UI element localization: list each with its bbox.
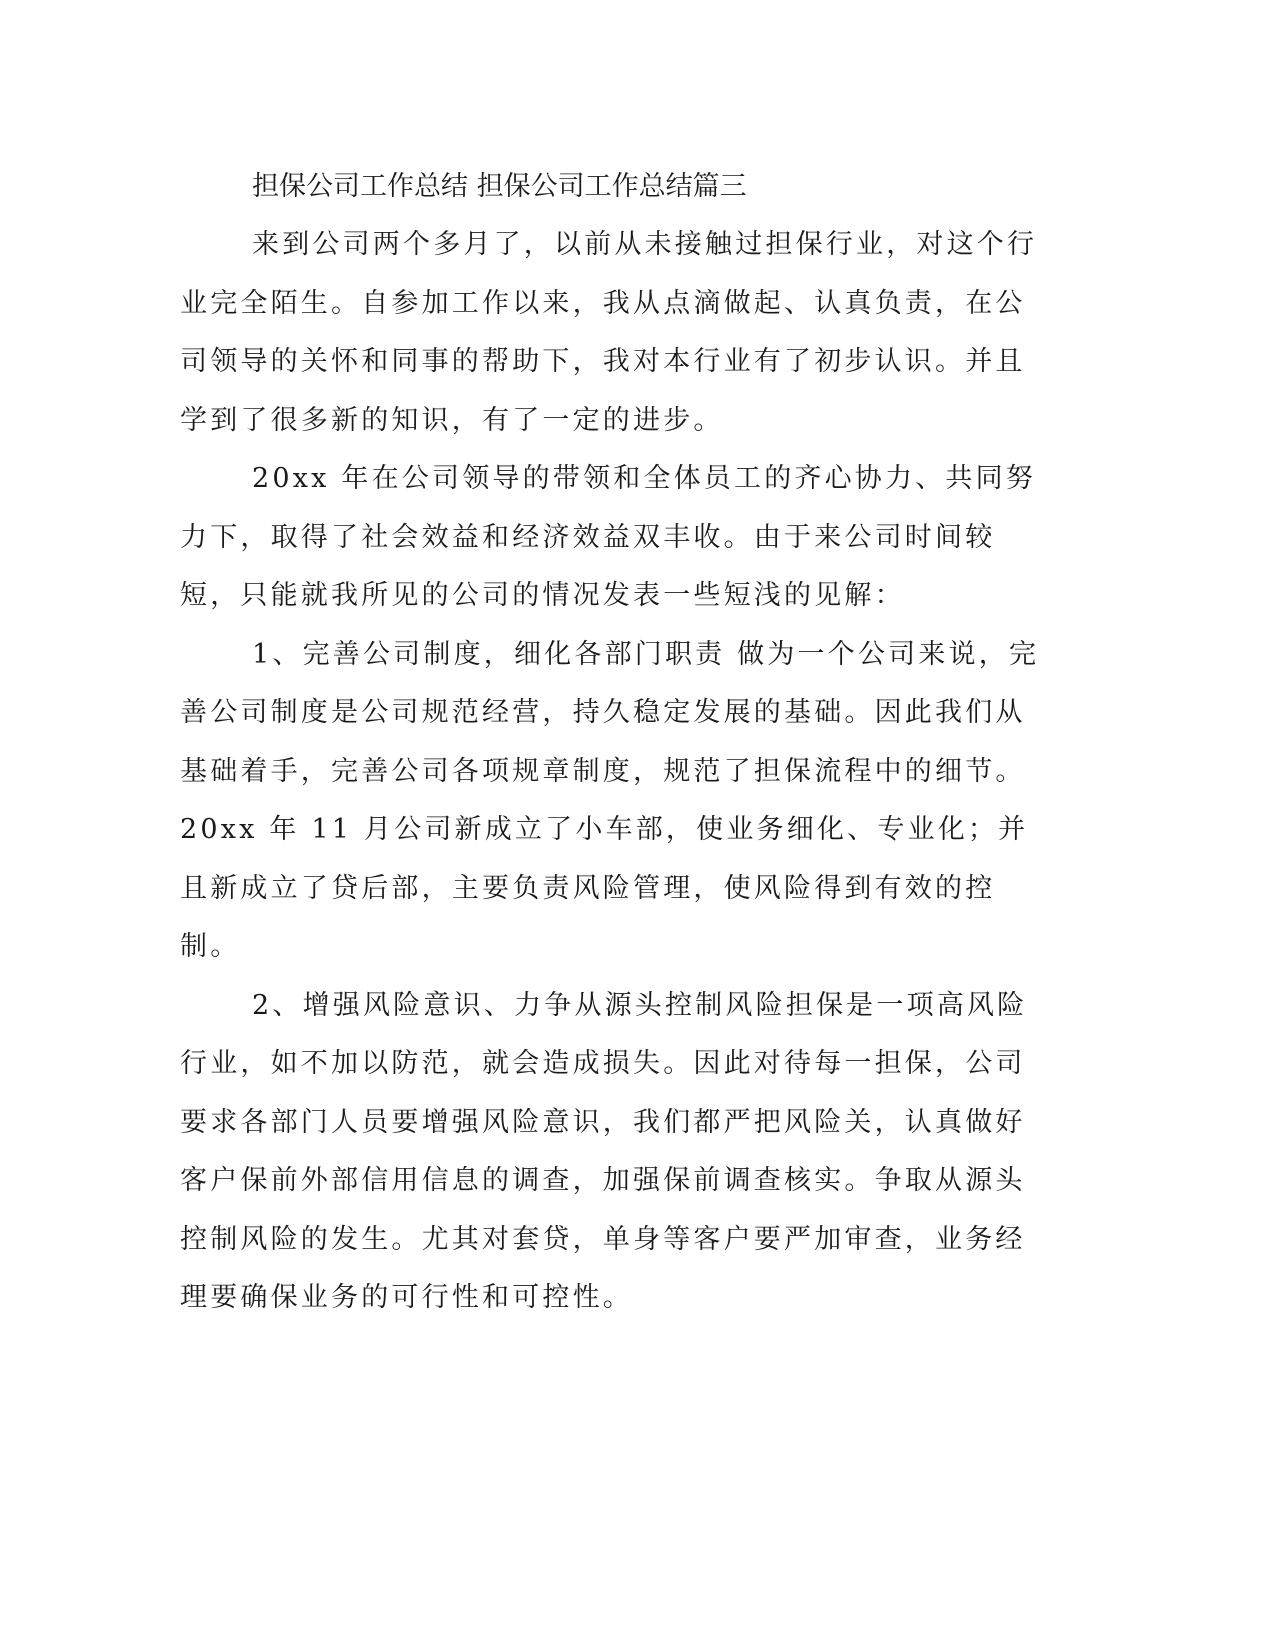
- paragraph-point-2: 2、增强风险意识、力争从源头控制风险担保是一项高风险行业，如不加以防范，就会造成损失。因此对待每一担保，公司要求各部门人员要增强风险意识，我们都严把风险关，认真做好客户保前外部信用信息的调查，加强保前调查核实。争取从源头控制风险的发生。尤其对套贷，单身等客户要严加审查，业务经理要确保业务的可行性和可控性。: [180, 989, 1028, 1313]
- document-body: [180, 158, 1040, 1328]
- paragraph-intro: 来到公司两个多月了，以前从未接触过担保行业，对这个行业完全陌生。自参加工作以来，我从点滴做起、认真负责，在公司领导的关怀和同事的帮助下，我对本行业有了初步认识。并且学到了很多新的知识，有了一定的进步。: [180, 229, 1038, 436]
- document-title: 担保公司工作总结 担保公司工作总结篇三: [252, 171, 747, 202]
- paragraph-summary: 20xx 年在公司领导的带领和全体员工的齐心协力、共同努力下，取得了社会效益和经济效益双丰收。由于来公司时间较短，只能就我所见的公司的情况发表一些短浅的见解：: [180, 463, 1036, 611]
- paragraph-point-1: 1、完善公司制度，细化各部门职责 做为一个公司来说，完善公司制度是公司规范经营，持久稳定发展的基础。因此我们从基础着手，完善公司各项规章制度，规范了担保流程中的细节。20xx 年 11 月公司新成立了小车部，使业务细化、专业化；并且新成立了贷后部，主要负责风险管理，使风险得到有效的控制。: [180, 638, 1040, 962]
